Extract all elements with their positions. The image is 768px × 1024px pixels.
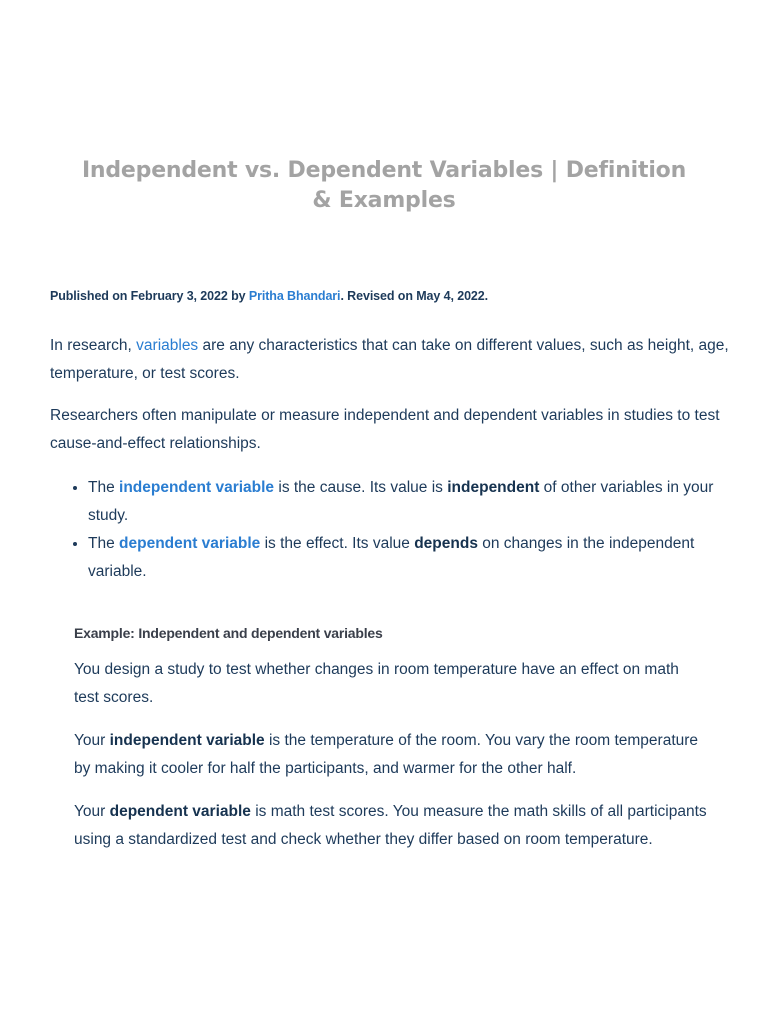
variables-link[interactable]: variables xyxy=(136,337,199,354)
bullet-suffix: of other variables in your study. xyxy=(88,479,714,524)
bullet-suffix: on changes in the independent variable. xyxy=(88,535,695,580)
article-title: Independent vs. Dependent Variables | Definition & Examples xyxy=(81,158,687,213)
revised-date-text: . Revised on May 4, 2022. xyxy=(340,289,489,303)
example-paragraph-2 xyxy=(74,727,714,783)
bullet-prefix: The xyxy=(88,535,120,552)
example-prefix: Your xyxy=(74,732,110,749)
bullet-middle: is the cause. Its value is xyxy=(274,479,448,496)
dependent-variable-link[interactable]: dependent variable xyxy=(119,535,261,552)
list-item-dependent xyxy=(88,530,730,586)
bullet-bold-term: depends xyxy=(414,535,478,552)
intro-suffix: are any characteristics that can take on different values, such as height, age, temperature, or test scores. xyxy=(50,337,729,382)
example-bold-term: independent variable xyxy=(109,732,265,749)
publication-meta xyxy=(50,287,488,305)
example-bold-term: dependent variable xyxy=(109,803,251,820)
example-paragraph-3 xyxy=(74,798,714,854)
bullet-middle: is the effect. Its value xyxy=(260,535,415,552)
intro-paragraph xyxy=(50,332,730,388)
example-prefix: Your xyxy=(74,803,110,820)
author-link[interactable]: Pritha Bhandari xyxy=(248,289,341,303)
example-heading: Example: Independent and dependent variables xyxy=(74,625,383,641)
independent-variable-link[interactable]: independent variable xyxy=(119,479,275,496)
intro-prefix: In research, xyxy=(50,337,137,354)
example-suffix: is the temperature of the room. You vary the room temperature by making it cooler for half the participants, and warmer for the other half. xyxy=(74,732,699,777)
definition-list xyxy=(50,474,730,586)
bullet-prefix: The xyxy=(88,479,120,496)
list-item-independent xyxy=(88,474,730,530)
bullet-bold-term: independent xyxy=(447,479,540,496)
published-date-text: Published on February 3, 2022 by xyxy=(50,289,249,303)
example-suffix: is math test scores. You measure the math skills of all participants using a standardized test and check whether they differ based on room temperature. xyxy=(74,803,707,848)
example-paragraph-1: You design a study to test whether changes in room temperature have an effect on math test scores. xyxy=(74,661,679,706)
research-paragraph: Researchers often manipulate or measure independent and dependent variables in studies to test cause-and-effect relationships. xyxy=(50,407,720,452)
